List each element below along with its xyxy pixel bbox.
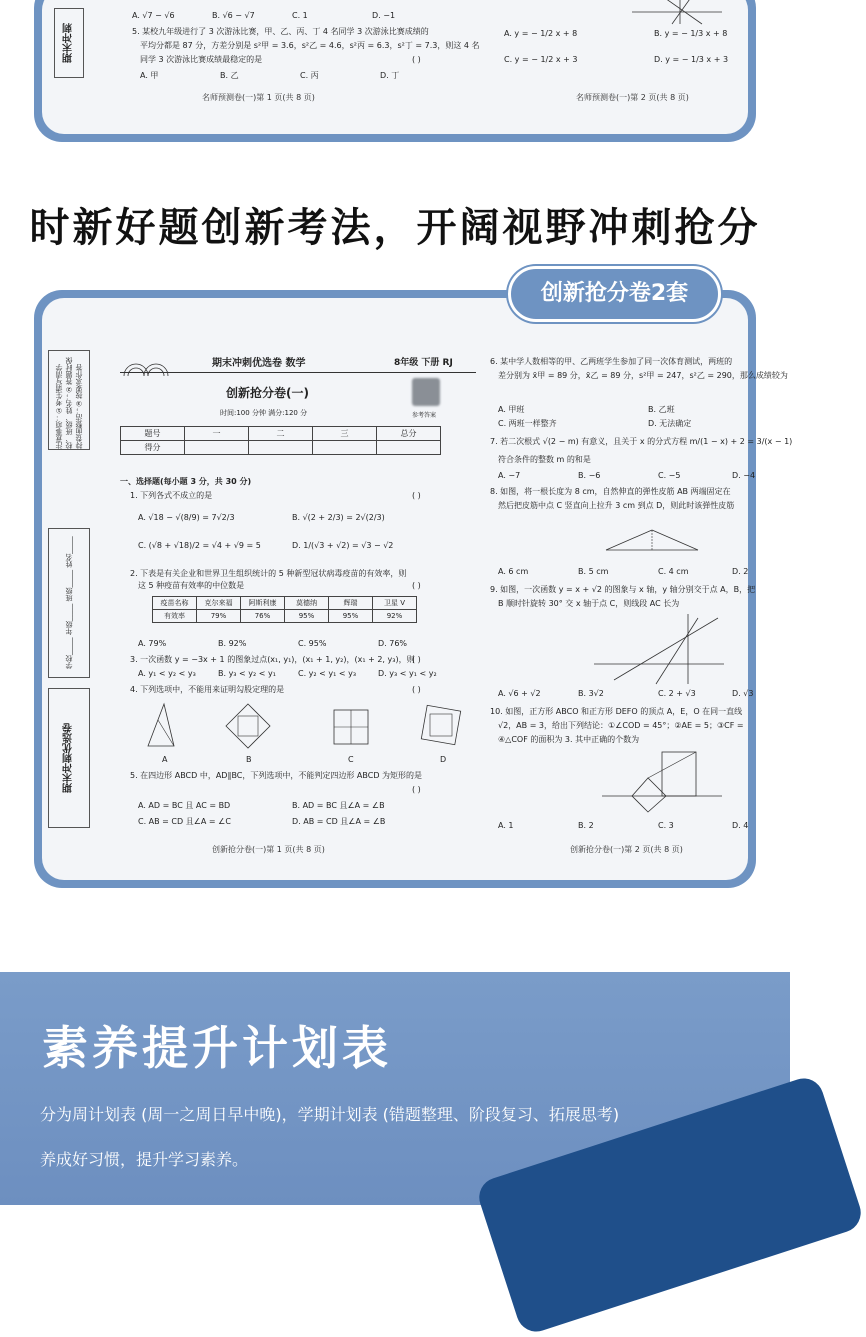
q4-label-c: C (348, 755, 354, 764)
r7-line1: 7. 若二次根式 √(2 − m) 有意义，且关于 x 的分式方程 m/(1 − x) + 2 = 3/(x − 1) (490, 437, 793, 446)
header-rule (120, 372, 476, 373)
top-opt-b: B. √6 − √7 (212, 11, 255, 20)
score-cell (377, 441, 441, 455)
top-right-opt-a: A. y = − 1/2 x + 8 (504, 29, 578, 38)
top-exam-frame (34, 0, 756, 142)
exam-header: 期末冲刺优选卷 数学 (212, 358, 306, 369)
r7-opt-d: D. −4 (732, 471, 756, 480)
r8-figure (602, 524, 702, 560)
table-row (121, 427, 441, 441)
table-row (121, 441, 441, 455)
r6-opt-c: C. 两班一样整齐 (498, 419, 557, 428)
binder-notice: 注意事项：①考生请写清学校、班级、姓名；②答题时保持卷面整洁；③按要求作答 (48, 350, 90, 450)
score-head-cell: 二 (249, 427, 313, 441)
q1-opt-a: A. √18 − √(8/9) = 7√2/3 (138, 513, 235, 522)
top-opt-b-c: C. 丙 (300, 71, 319, 80)
r6-opt-d: D. 无法确定 (648, 419, 692, 428)
r10-figure (602, 748, 722, 814)
top-opt-b-a: A. 甲 (140, 71, 159, 80)
r7-line2: 符合条件的整数 m 的和是 (498, 455, 591, 464)
score-head-cell: 总分 (377, 427, 441, 441)
vaccine-head-cell: 阿斯利康 (241, 597, 285, 610)
table-row (153, 610, 417, 623)
q2-line2: 这 5 种疫苗有效率的中位数是 (138, 581, 245, 590)
r8-opt-a: A. 6 cm (498, 567, 529, 576)
exam-title: 创新抢分卷(一) (226, 386, 309, 400)
score-head-cell: 题号 (121, 427, 185, 441)
q4-label-b: B (246, 755, 252, 764)
table-row (153, 597, 417, 610)
r9-opt-d: D. √3 (732, 689, 754, 698)
vaccine-cell: 76% (241, 610, 285, 623)
top-q5-line3: 同学 3 次游泳比赛成绩最稳定的是 (140, 55, 263, 64)
r6-line2: 差分别为 x̄甲 = 89 分，x̄乙 = 89 分，s²甲 = 247，s²乙 = 290，那么成绩较为 (498, 371, 788, 380)
q5-opt-c: C. AB = CD 且∠A = ∠C (138, 817, 231, 826)
section-1-heading: 一、选择题(每小题 3 分，共 30 分) (120, 477, 252, 486)
r8-opt-d: D. 2 (732, 567, 749, 576)
q4-figures (138, 700, 438, 752)
vaccine-cell: 79% (197, 610, 241, 623)
q4-label-d: D (440, 755, 447, 764)
score-head-cell: 一 (185, 427, 249, 441)
top-q5-paren: ( ) (412, 55, 421, 64)
qr-label: 参考答案 (412, 412, 437, 419)
q4-label-a: A (162, 755, 168, 764)
binder-title: 期末冲刺优选卷 (48, 688, 90, 828)
q2-opt-a: A. 79% (138, 639, 167, 648)
vaccine-head-cell: 克尔来福 (197, 597, 241, 610)
q2-opt-b: B. 92% (218, 639, 247, 648)
r7-opt-c: C. −5 (658, 471, 681, 480)
r10-opt-c: C. 3 (658, 821, 674, 830)
r9-opt-a: A. √6 + √2 (498, 689, 541, 698)
q4-paren: ( ) (412, 685, 421, 694)
r9-opt-b: B. 3√2 (578, 689, 604, 698)
r6-opt-b: B. 乙班 (648, 405, 675, 414)
plan-title: 素养提升计划表 (42, 1021, 392, 1075)
r10-line1: 10. 如图，正方形 ABCO 和正方形 DEFO 的顶点 A，E，O 在同一直线 (490, 707, 743, 716)
q2-paren: ( ) (412, 581, 421, 590)
top-right-opt-b: B. y = − 1/3 x + 8 (654, 29, 728, 38)
qr-code-icon (412, 378, 440, 406)
q5-opt-b: B. AD = BC 且∠A = ∠B (292, 801, 385, 810)
innovation-set-badge: 创新抢分卷2套 (508, 266, 721, 322)
q1-opt-d: D. 1/(√3 + √2) = √3 − √2 (292, 541, 394, 550)
exam-grade: 8年级 下册 RJ (394, 358, 453, 368)
q5-text: 5. 在四边形 ABCD 中，AD∥BC，下列选项中，不能判定四边形 ABCD 为矩形的是 (130, 771, 423, 780)
vaccine-head-cell: 辉瑞 (329, 597, 373, 610)
q3-text: 3. 一次函数 y = −3x + 1 的图象过点(x₁, y₁)，(x₁ + 1, y₂)，(x₁ + 2, y₃)，则 (130, 655, 415, 664)
q1-paren: ( ) (412, 491, 421, 500)
r9-figure (594, 614, 724, 684)
exam-sheet (42, 298, 793, 880)
q2-line1: 2. 下表是有关企业和世界卫生组织统计的 5 种新型冠状病毒疫苗的有效率，则 (130, 569, 407, 578)
q3-opt-d: D. y₃ < y₁ < y₂ (378, 669, 437, 678)
vaccine-cell: 95% (329, 610, 373, 623)
top-opt-b-d: D. 丁 (380, 71, 400, 80)
top-graph-figure (632, 0, 722, 24)
q1-opt-b: B. √(2 + 2/3) = 2√(2/3) (292, 513, 385, 522)
vaccine-cell: 有效率 (153, 610, 197, 623)
vaccine-table (152, 596, 417, 623)
vaccine-head-cell: 疫苗名称 (153, 597, 197, 610)
r8-line2: 然后把皮筋中点 C 竖直向上拉升 3 cm 到点 D，则此时该弹性皮筋 (498, 501, 735, 510)
exam-footer-left: 创新抢分卷(一)第 1 页(共 8 页) (212, 845, 325, 854)
r7-opt-b: B. −6 (578, 471, 601, 480)
score-cell (249, 441, 313, 455)
top-binder-title: 期末冲刺 (54, 8, 84, 78)
r6-line1: 6. 某中学人数相等的甲、乙两班学生参加了同一次体育测试，两班的 (490, 357, 733, 366)
r9-opt-c: C. 2 + √3 (658, 689, 696, 698)
top-q5-line2: 平均分都是 87 分，方差分别是 s²甲 = 3.6，s²乙 = 4.6，s²丙 = 6.3，s²丁 = 7.3，则这 4 名 (140, 41, 480, 50)
top-q5-line1: 5. 某校九年级进行了 3 次游泳比赛，甲、乙、丙、丁 4 名同学 3 次游泳比赛成绩的 (132, 27, 429, 36)
top-footer-right: 名师预测卷(一)第 2 页(共 8 页) (576, 93, 689, 102)
q1-opt-c: C. (√8 + √18)/2 = √4 + √9 = 5 (138, 541, 261, 550)
q2-opt-c: C. 95% (298, 639, 327, 648)
vaccine-head-cell: 莫德纳 (285, 597, 329, 610)
top-opt-c: C. 1 (292, 11, 308, 20)
r8-opt-b: B. 5 cm (578, 567, 609, 576)
r10-line3: ④△COF 的面积为 3. 其中正确的个数为 (498, 735, 640, 744)
score-table (120, 426, 441, 455)
r6-opt-a: A. 甲班 (498, 405, 525, 414)
q5-opt-a: A. AD = BC 且 AC = BD (138, 801, 231, 810)
q3-opt-a: A. y₁ < y₂ < y₃ (138, 669, 196, 678)
r7-opt-a: A. −7 (498, 471, 521, 480)
r10-opt-a: A. 1 (498, 821, 514, 830)
r9-line1: 9. 如图，一次函数 y = x + √2 的图象与 x 轴，y 轴分别交于点 A，B，把 (490, 585, 756, 594)
q5-opt-d: D. AB = CD 且∠A = ∠B (292, 817, 386, 826)
r8-line1: 8. 如图，将一根长度为 8 cm，自然伸直的弹性皮筋 AB 两端固定在 (490, 487, 731, 496)
top-right-opt-d: D. y = − 1/3 x + 3 (654, 55, 729, 64)
q3-opt-b: B. y₃ < y₂ < y₁ (218, 669, 276, 678)
q1-text: 1. 下列各式不成立的是 (130, 491, 213, 500)
top-opt-d: D. −1 (372, 11, 396, 20)
q5-paren: ( ) (412, 785, 421, 794)
headline: 时新好题创新考法，开阔视野冲刺抢分 (29, 205, 761, 251)
vaccine-cell: 92% (373, 610, 417, 623)
plan-slogan: 养成好习惯，提升学习素养。 (40, 1150, 249, 1169)
q4-text: 4. 下列选项中，不能用来证明勾股定理的是 (130, 685, 285, 694)
exam-footer-right: 创新抢分卷(一)第 2 页(共 8 页) (570, 845, 683, 854)
vaccine-head-cell: 卫星 V (373, 597, 417, 610)
score-cell (185, 441, 249, 455)
q3-opt-c: C. y₂ < y₁ < y₃ (298, 669, 357, 678)
top-opt-a: A. √7 − √6 (132, 11, 175, 20)
r9-line2: B 顺时针旋转 30° 交 x 轴于点 C，则线段 AC 长为 (498, 599, 680, 608)
r10-opt-b: B. 2 (578, 821, 594, 830)
r8-opt-c: C. 4 cm (658, 567, 689, 576)
plan-description: 分为周计划表 (周一之周日早中晚)，学期计划表 (错题整理、阶段复习、拓展思考) (40, 1105, 620, 1124)
top-right-opt-c: C. y = − 1/2 x + 3 (504, 55, 578, 64)
top-exam-sheet (42, 0, 748, 134)
vaccine-cell: 95% (285, 610, 329, 623)
top-footer-left: 名师预测卷(一)第 1 页(共 8 页) (202, 93, 315, 102)
q2-opt-d: D. 76% (378, 639, 408, 648)
top-opt-b-b: B. 乙 (220, 71, 239, 80)
exam-time: 时间:100 分钟 满分:120 分 (220, 409, 308, 417)
score-cell (313, 441, 377, 455)
r10-opt-d: D. 4 (732, 821, 749, 830)
plan-banner (0, 972, 790, 1205)
exam-frame (34, 290, 793, 888)
r10-line2: √2，AB = 3，给出下列结论：①∠COD = 45°；②AE = 5；③CF = (498, 721, 744, 730)
q3-paren: ( ) (412, 655, 421, 664)
score-head-cell: 三 (313, 427, 377, 441)
binder-student-info: 学校_____ 年级_____ 班级_____ 姓名_____ (48, 528, 90, 678)
score-cell: 得分 (121, 441, 185, 455)
